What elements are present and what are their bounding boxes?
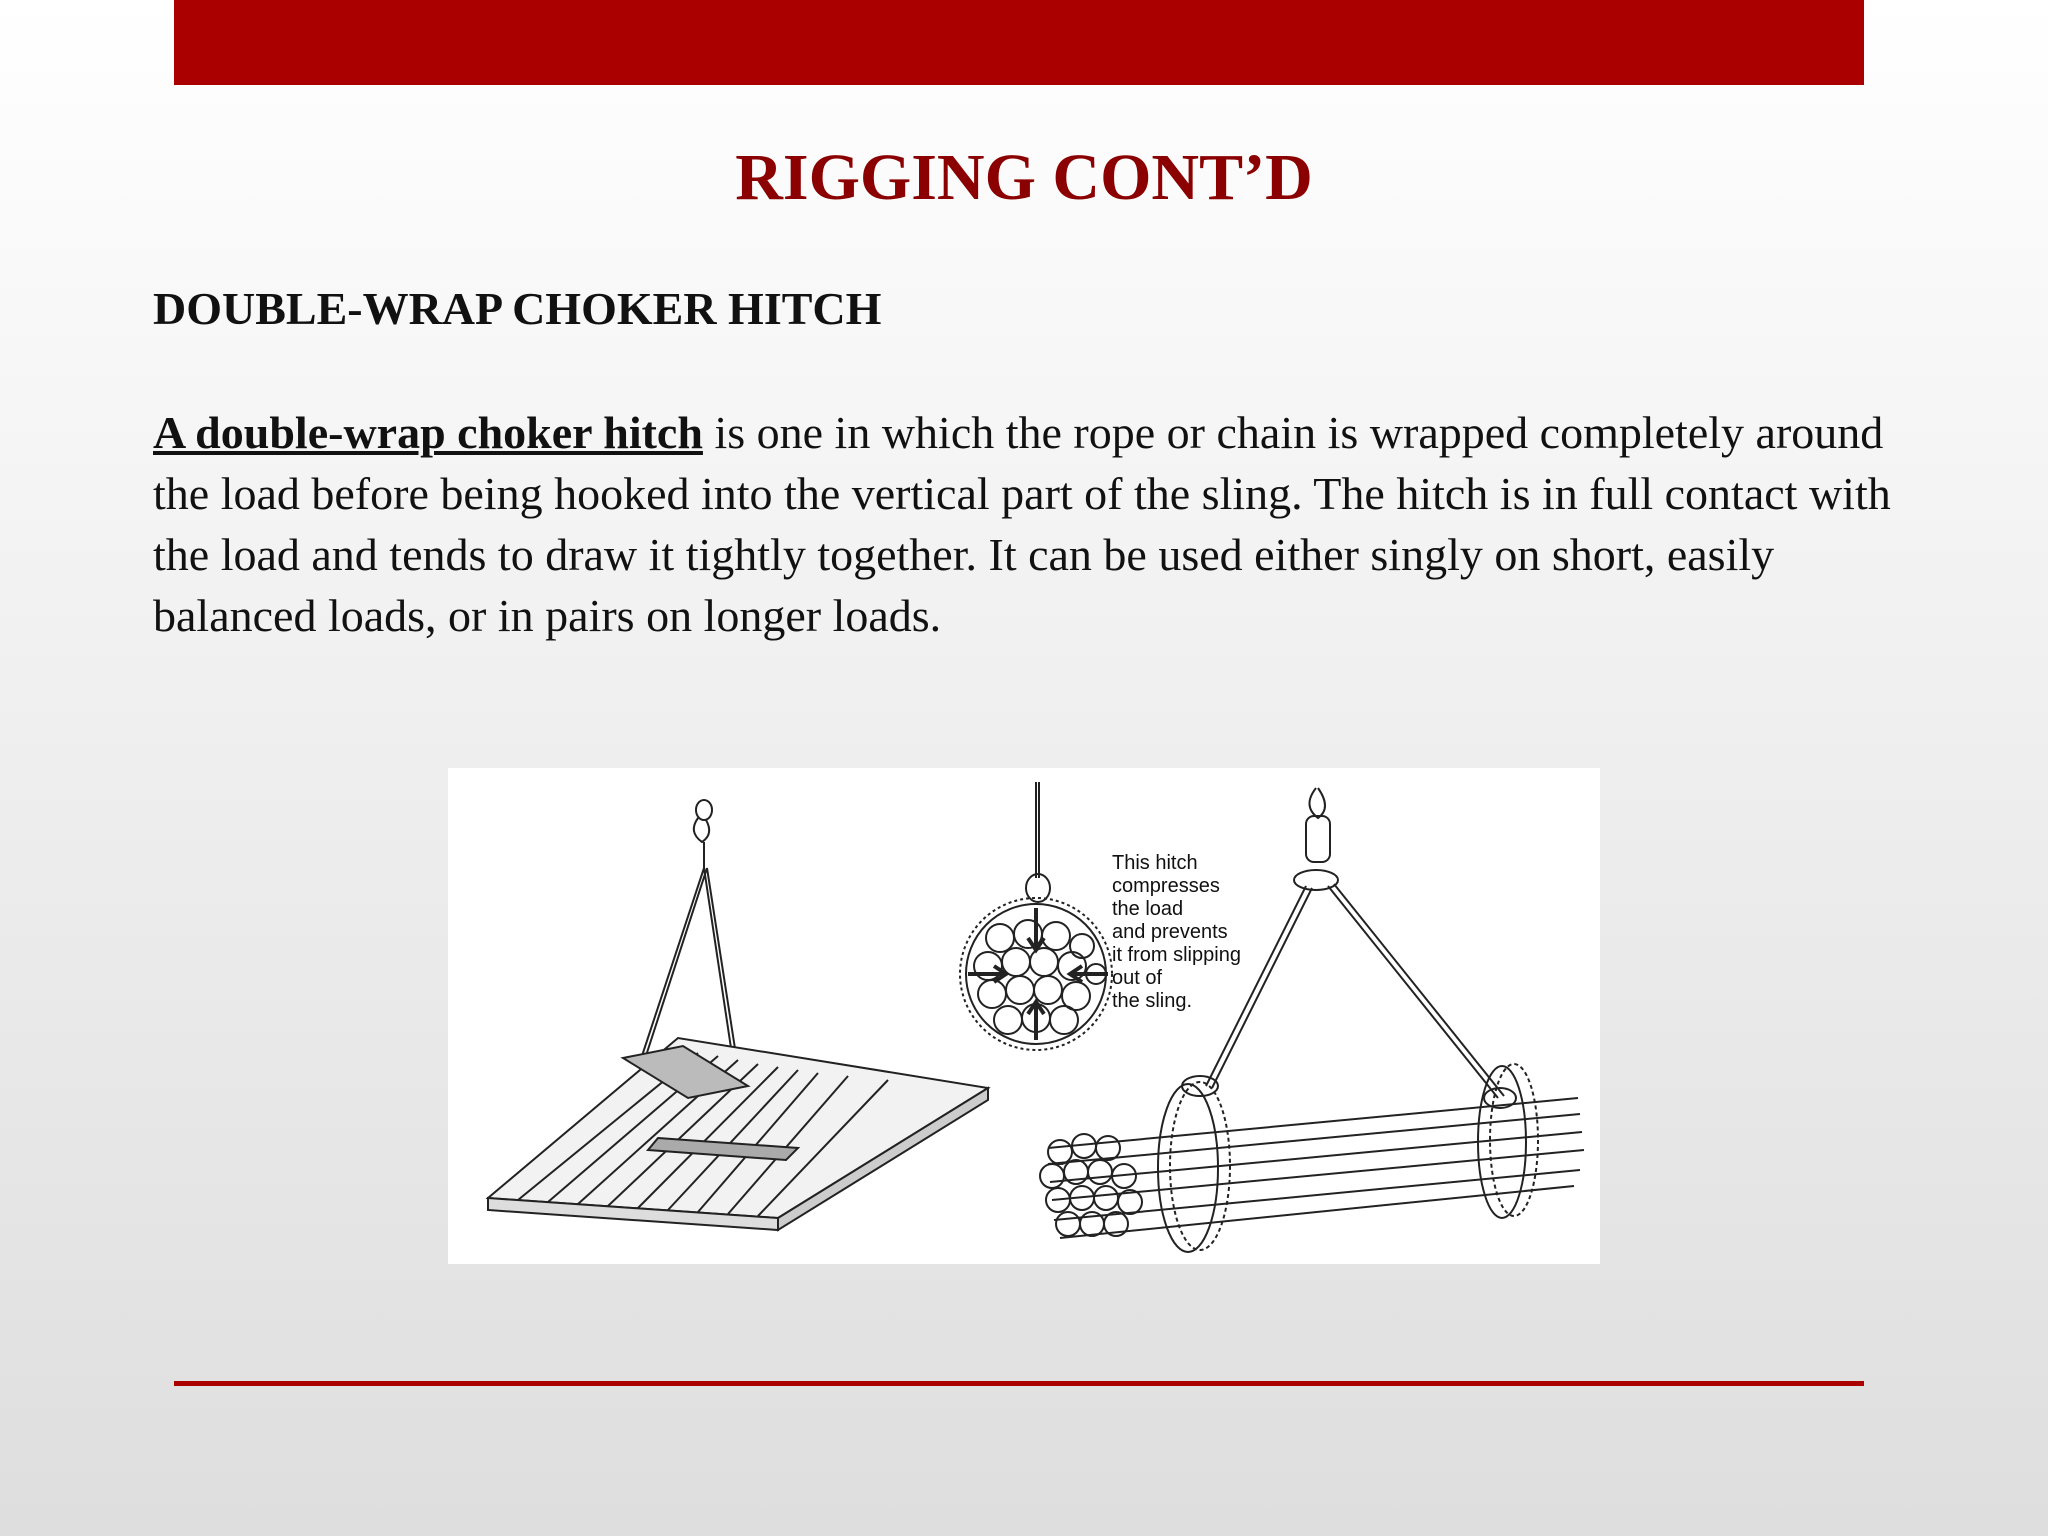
hitch-illustration (448, 768, 1600, 1264)
callout-text (1112, 852, 1302, 1013)
bottom-divider (174, 1381, 1864, 1386)
section-heading: DOUBLE-WRAP CHOKER HITCH (153, 283, 882, 334)
sheet-load-drawing (488, 800, 988, 1230)
callout-line: the load (1112, 898, 1184, 920)
slide-title: RIGGING CONT’D (735, 141, 1313, 214)
defined-term: A double-wrap choker hitch (153, 407, 703, 458)
callout-line: out of (1112, 967, 1163, 989)
body-text: is one in which the rope or chain is wrapped completely around the load before being hooked into the vertical part of the sling. The hitch is in full contact with the load and tends to draw it tightly together. It can be used either singly on short, easily balanced loads, or in pairs on longer loads. (153, 407, 1891, 641)
callout-line: the sling. (1112, 990, 1193, 1012)
callout-line: compresses (1112, 875, 1220, 897)
body-paragraph (153, 402, 1933, 646)
callout-line: This hitch (1112, 852, 1198, 874)
top-accent-bar (174, 0, 1864, 85)
cross-section-drawing (960, 782, 1112, 1050)
callout-line: it from slipping (1112, 944, 1241, 966)
callout-line: and prevents (1112, 921, 1228, 943)
hitch-drawing (448, 768, 1600, 1264)
